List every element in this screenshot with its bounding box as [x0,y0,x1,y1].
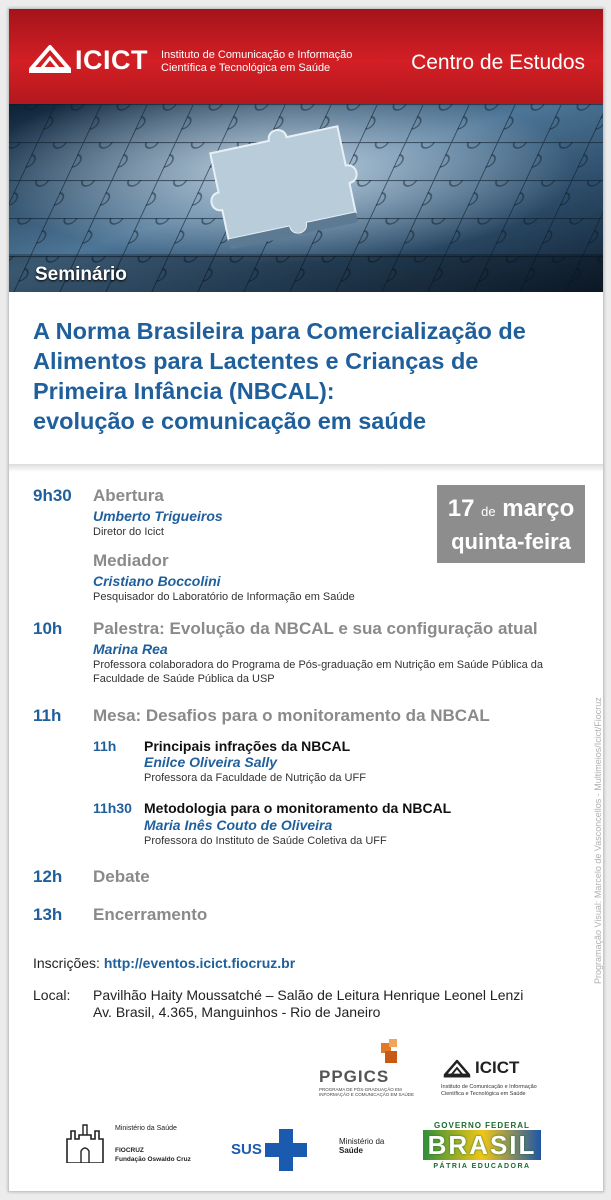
time-talk-2: 11h30 [93,800,132,816]
design-credit: Programação Visual: Marcelo de Vasconcellos - Multimeios/Icict/Fiocruz [593,697,603,984]
local-line-2: Av. Brasil, 4.365, Manguinhos - Rio de Janeiro [93,1004,381,1020]
role-talk-2: Professora do Instituto de Saúde Coletiva da UFF [144,835,387,847]
title-talk-1: Principais infrações da NBCAL [144,738,351,754]
label-encerramento: Encerramento [93,905,208,924]
ministerio-logo: Ministério da Saúde [339,1137,385,1155]
role-palestra-1: Professora colaboradora do Programa de Pós-graduação em Nutrição em Saúde Pública da [93,659,544,671]
label-palestra: Palestra: Evolução da NBCAL e sua configuração atual [93,619,538,638]
local-label: Local: [33,987,71,1003]
role-abertura: Diretor do Icict [93,526,164,538]
speaker-talk-2: Maria Inês Couto de Oliveira [144,817,333,833]
time-encerramento: 13h [33,905,63,924]
local-line-1: Pavilhão Haity Moussatché – Salão de Leitura Henrique Leonel Lenzi [93,987,524,1003]
time-mesa: 11h [33,706,62,725]
date-day: 17 [447,495,475,522]
label-mediador: Mediador [93,551,169,570]
poster [8,8,604,1192]
institute-name: Instituto de Comunicação e Informação Científica e Tecnológica em Saúde [161,49,353,74]
icict-mark-icon [441,1056,473,1080]
speaker-mediador: Cristiano Boccolini [93,573,221,589]
icict-logo-footer: ICICT Instituto de Comunicação e Informação Científica e Tecnológica em Saúde [441,1058,537,1097]
title-talk-2: Metodologia para o monitoramento da NBCAL [144,800,452,816]
inscricoes: Inscrições: http://eventos.icict.fiocruz.br [33,955,296,971]
governo-federal-logo: GOVERNO FEDERAL BRASIL PÁTRIA EDUCADORA [417,1121,557,1179]
centro-de-estudos: Centro de Estudos [411,51,585,74]
icict-logo-icon [29,39,71,77]
date-box: 17 de março quinta-feira [437,485,585,563]
event-title: A Norma Brasileira para Comercialização de Alimentos para Lactentes e Crianças de Primeira Infância (NBCAL): evolução e comunicação em saúde [33,318,526,434]
time-palestra: 10h [33,619,63,638]
speaker-talk-1: Enilce Oliveira Sally [144,754,278,770]
label-mesa: Mesa: Desafios para o monitoramento da NBCAL [93,706,490,725]
date-weekday: quinta-feira [451,529,571,554]
label-abertura: Abertura [93,486,164,505]
role-talk-1: Professora da Faculdade de Nutrição da UFF [144,772,366,784]
puzzle-banner [9,104,603,292]
time-abertura: 9h30 [33,486,72,505]
icict-wordmark: ICICT [75,45,148,75]
time-debate: 12h [33,867,63,886]
role-palestra-2: Faculdade de Saúde Pública da USP [93,673,275,685]
sus-logo: SUS [231,1129,321,1169]
fiocruz-castle-icon [65,1121,105,1163]
sus-cross-icon [265,1129,307,1171]
header [9,9,603,104]
date-month: março [502,495,575,522]
time-talk-1: 11h [93,738,117,754]
fiocruz-logo: Ministério da Saúde FIOCRUZ Fundação Oswaldo Cruz [65,1121,215,1171]
ppgics-mark-icon [319,1039,424,1069]
speaker-palestra: Marina Rea [93,641,168,657]
registration-link[interactable]: http://eventos.icict.fiocruz.br [103,955,296,971]
label-debate: Debate [93,867,150,886]
speaker-abertura: Umberto Trigueiros [93,508,223,524]
role-mediador: Pesquisador do Laboratório de Informação em Saúde [93,591,355,603]
divider [9,464,603,472]
seminario-label: Seminário [35,264,127,285]
ppgics-logo: PPGICS PROGRAMA DE PÓS-GRADUAÇÃO EM INFORMAÇÃO E COMUNICAÇÃO EM SAÚDE [319,1039,424,1099]
